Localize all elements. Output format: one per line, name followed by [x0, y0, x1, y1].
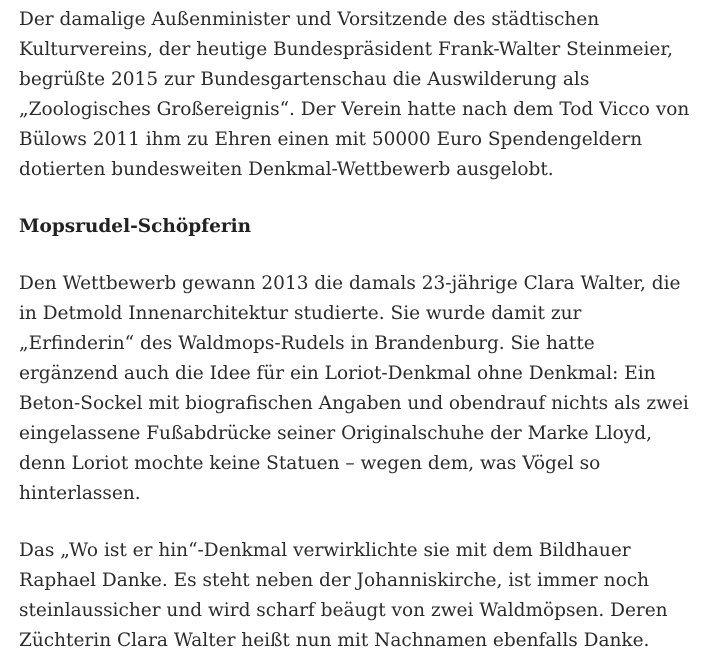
- article-paragraph-3: Das „Wo ist er hin“-Denkmal verwirklichte sie mit dem Bildhauer Raphael Danke. Es steht neben der Johanniskirche, ist immer noch steinlaussicher und wird scharf beäugt von zwei Waldmöpsen. Deren Züchterin Clara Walter heißt nun mit Nachnamen ebenfalls Danke.: [19, 540, 668, 651]
- article-body: [19, 5, 699, 656]
- section-heading: Mopsrudel-Schöpferin: [19, 216, 252, 237]
- article-paragraph-1: Der damalige Außenminister und Vorsitzende des städtischen Kulturvereins, der heutige Bundespräsident Frank-Walter Steinmeier, begrüßte 2015 zur Bundesgartenschau die Auswilderung als „Zoologisches Großereignis“. Der Verein hatte nach dem Tod Vicco von Bülows 2011 ihm zu Ehren einen mit 50000 Euro Spendengeldern dotierten bundesweiten Denkmal-Wettbewerb ausgelobt.: [19, 9, 690, 180]
- article-paragraph-2: Den Wettbewerb gewann 2013 die damals 23-jährige Clara Walter, die in Detmold Innenarchitektur studierte. Sie wurde damit zur „Erfinderin“ des Waldmops-Rudels in Brandenburg. Sie hatte ergänzend auch die Idee für ein Loriot-Denkmal ohne Denkmal: Ein Beton-Sockel mit biografischen Angaben und obendrauf nichts als zwei eingelassene Fußabdrücke seiner Originalschuhe der Marke Lloyd, denn Loriot mochte keine Statuen – wegen dem, was Vögel so hinterlassen.: [19, 273, 689, 504]
